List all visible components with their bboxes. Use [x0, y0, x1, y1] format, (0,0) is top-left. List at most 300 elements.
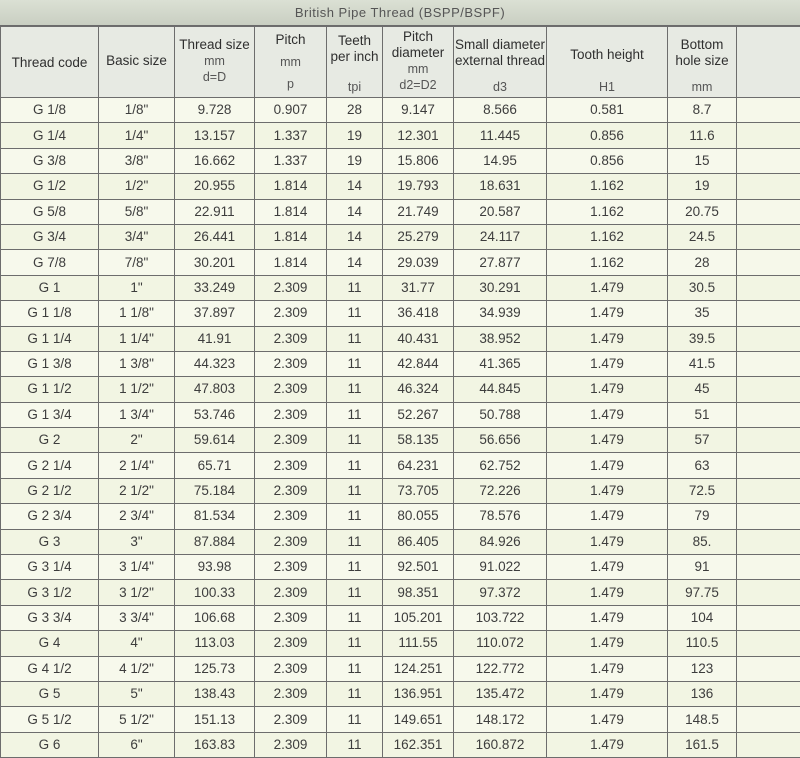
cell-basic-size: 3 3/4": [99, 605, 175, 630]
cell-thread-code: G 5/8: [1, 199, 99, 224]
cell-basic-size: 5 1/2": [99, 707, 175, 732]
cell-thread-size: 33.249: [175, 275, 255, 300]
cell-basic-size: 5/8": [99, 199, 175, 224]
header-pitch: [255, 27, 327, 98]
cell-pitch-diameter: 42.844: [383, 351, 454, 376]
table-row: [1, 656, 800, 681]
cell-empty: [737, 681, 800, 706]
cell-thread-size: 16.662: [175, 148, 255, 173]
table-row: [1, 453, 800, 478]
header-basic-size: [99, 27, 175, 98]
cell-thread-size: 75.184: [175, 478, 255, 503]
table-row: [1, 224, 800, 249]
header-symbol: d=D: [175, 69, 254, 85]
cell-bottom-hole-size: 19: [668, 174, 737, 199]
cell-empty: [737, 98, 800, 123]
cell-pitch-diameter: 92.501: [383, 555, 454, 580]
header-label: Thread size: [175, 37, 254, 53]
cell-small-diameter: 8.566: [454, 98, 547, 123]
cell-small-diameter: 97.372: [454, 580, 547, 605]
cell-tooth-height: 1.479: [547, 428, 668, 453]
header-label: Small diameter: [454, 37, 546, 53]
cell-bottom-hole-size: 8.7: [668, 98, 737, 123]
header-thread-code: [1, 27, 99, 98]
cell-small-diameter: 62.752: [454, 453, 547, 478]
cell-empty: [737, 377, 800, 402]
cell-bottom-hole-size: 45: [668, 377, 737, 402]
cell-thread-code: G 3/4: [1, 224, 99, 249]
header-label: Tooth height: [547, 47, 667, 63]
cell-bottom-hole-size: 79: [668, 504, 737, 529]
header-label: Teeth: [327, 33, 382, 49]
cell-tooth-height: 1.479: [547, 555, 668, 580]
cell-tooth-height: 1.162: [547, 199, 668, 224]
cell-bottom-hole-size: 97.75: [668, 580, 737, 605]
cell-pitch-diameter: 98.351: [383, 580, 454, 605]
table-row: [1, 174, 800, 199]
header-label-line2: per inch: [327, 49, 382, 65]
cell-tpi: 11: [327, 301, 383, 326]
cell-pitch: 2.309: [255, 580, 327, 605]
cell-thread-code: G 4 1/2: [1, 656, 99, 681]
cell-pitch-diameter: 40.431: [383, 326, 454, 351]
cell-basic-size: 1/4": [99, 123, 175, 148]
cell-bottom-hole-size: 39.5: [668, 326, 737, 351]
cell-pitch: 2.309: [255, 605, 327, 630]
cell-thread-code: G 1/2: [1, 174, 99, 199]
cell-tooth-height: 1.479: [547, 402, 668, 427]
cell-pitch-diameter: 19.793: [383, 174, 454, 199]
cell-empty: [737, 631, 800, 656]
table-row: [1, 377, 800, 402]
cell-empty: [737, 656, 800, 681]
cell-small-diameter: 148.172: [454, 707, 547, 732]
cell-small-diameter: 50.788: [454, 402, 547, 427]
cell-basic-size: 1/2": [99, 174, 175, 199]
cell-basic-size: 1 3/4": [99, 402, 175, 427]
table-row: [1, 555, 800, 580]
header-symbol: H1: [547, 79, 667, 95]
cell-tooth-height: 1.479: [547, 453, 668, 478]
cell-basic-size: 2 3/4": [99, 504, 175, 529]
cell-thread-size: 44.323: [175, 351, 255, 376]
cell-basic-size: 3 1/4": [99, 555, 175, 580]
cell-thread-size: 59.614: [175, 428, 255, 453]
header-bottom-hole-size: [668, 27, 737, 98]
cell-pitch: 1.814: [255, 174, 327, 199]
table-row: [1, 351, 800, 376]
cell-basic-size: 2 1/2": [99, 478, 175, 503]
header-symbol: p: [255, 76, 326, 92]
cell-basic-size: 2 1/4": [99, 453, 175, 478]
cell-pitch: 2.309: [255, 377, 327, 402]
cell-thread-size: 26.441: [175, 224, 255, 249]
table-row: [1, 631, 800, 656]
table-body: [1, 98, 800, 758]
cell-pitch-diameter: 124.251: [383, 656, 454, 681]
cell-tpi: 11: [327, 707, 383, 732]
cell-basic-size: 3/8": [99, 148, 175, 173]
cell-thread-code: G 3 3/4: [1, 605, 99, 630]
cell-tpi: 28: [327, 98, 383, 123]
cell-basic-size: 2": [99, 428, 175, 453]
table-row: [1, 529, 800, 554]
header-unit: mm: [383, 61, 453, 77]
cell-thread-code: G 6: [1, 732, 99, 757]
cell-pitch: 2.309: [255, 555, 327, 580]
cell-pitch: 2.309: [255, 275, 327, 300]
cell-basic-size: 5": [99, 681, 175, 706]
table-row: [1, 326, 800, 351]
cell-pitch: 2.309: [255, 529, 327, 554]
cell-thread-code: G 1 1/2: [1, 377, 99, 402]
cell-pitch: 2.309: [255, 707, 327, 732]
cell-pitch: 1.814: [255, 224, 327, 249]
cell-tpi: 11: [327, 580, 383, 605]
cell-small-diameter: 160.872: [454, 732, 547, 757]
cell-thread-code: G 2 1/2: [1, 478, 99, 503]
bspp-thread-table: [0, 26, 800, 758]
header-symbol: d2=D2: [383, 77, 453, 93]
table-row: [1, 199, 800, 224]
cell-thread-size: 65.71: [175, 453, 255, 478]
cell-tooth-height: 0.581: [547, 98, 668, 123]
cell-thread-size: 41.91: [175, 326, 255, 351]
cell-empty: [737, 504, 800, 529]
cell-small-diameter: 110.072: [454, 631, 547, 656]
header-unit: mm: [668, 79, 736, 95]
cell-tpi: 19: [327, 148, 383, 173]
cell-tpi: 19: [327, 123, 383, 148]
cell-thread-code: G 1 3/8: [1, 351, 99, 376]
cell-empty: [737, 732, 800, 757]
cell-thread-size: 113.03: [175, 631, 255, 656]
cell-small-diameter: 14.95: [454, 148, 547, 173]
cell-thread-size: 93.98: [175, 555, 255, 580]
cell-thread-code: G 1 3/4: [1, 402, 99, 427]
cell-tpi: 11: [327, 656, 383, 681]
cell-tpi: 11: [327, 631, 383, 656]
cell-pitch-diameter: 80.055: [383, 504, 454, 529]
cell-thread-code: G 1: [1, 275, 99, 300]
cell-thread-size: 30.201: [175, 250, 255, 275]
cell-tooth-height: 1.479: [547, 326, 668, 351]
cell-empty: [737, 580, 800, 605]
cell-thread-size: 20.955: [175, 174, 255, 199]
cell-pitch: 2.309: [255, 326, 327, 351]
header-teeth-per-inch: [327, 27, 383, 98]
cell-empty: [737, 351, 800, 376]
cell-tooth-height: 1.479: [547, 732, 668, 757]
table-row: [1, 478, 800, 503]
cell-tpi: 11: [327, 732, 383, 757]
cell-small-diameter: 18.631: [454, 174, 547, 199]
cell-thread-code: G 3 1/2: [1, 580, 99, 605]
header-thread-size: [175, 27, 255, 98]
cell-pitch: 2.309: [255, 351, 327, 376]
cell-tooth-height: 1.479: [547, 377, 668, 402]
cell-pitch-diameter: 31.77: [383, 275, 454, 300]
cell-empty: [737, 326, 800, 351]
cell-pitch-diameter: 58.135: [383, 428, 454, 453]
cell-basic-size: 1/8": [99, 98, 175, 123]
cell-tpi: 14: [327, 174, 383, 199]
cell-tpi: 11: [327, 326, 383, 351]
cell-thread-size: 106.68: [175, 605, 255, 630]
table-row: [1, 428, 800, 453]
table-row: [1, 123, 800, 148]
header-symbol: d3: [454, 79, 546, 95]
cell-empty: [737, 402, 800, 427]
cell-thread-size: 138.43: [175, 681, 255, 706]
cell-empty: [737, 453, 800, 478]
cell-pitch: 2.309: [255, 656, 327, 681]
cell-small-diameter: 135.472: [454, 681, 547, 706]
cell-thread-size: 13.157: [175, 123, 255, 148]
cell-pitch-diameter: 12.301: [383, 123, 454, 148]
cell-small-diameter: 34.939: [454, 301, 547, 326]
cell-small-diameter: 11.445: [454, 123, 547, 148]
cell-thread-code: G 3: [1, 529, 99, 554]
cell-thread-code: G 1/8: [1, 98, 99, 123]
cell-pitch-diameter: 21.749: [383, 199, 454, 224]
cell-empty: [737, 707, 800, 732]
cell-empty: [737, 555, 800, 580]
cell-tooth-height: 1.479: [547, 529, 668, 554]
cell-tooth-height: 1.479: [547, 351, 668, 376]
cell-thread-code: G 4: [1, 631, 99, 656]
cell-small-diameter: 38.952: [454, 326, 547, 351]
cell-small-diameter: 78.576: [454, 504, 547, 529]
cell-basic-size: 3/4": [99, 224, 175, 249]
header-unit: mm: [175, 53, 254, 69]
cell-basic-size: 1": [99, 275, 175, 300]
table-row: [1, 301, 800, 326]
cell-basic-size: 1 3/8": [99, 351, 175, 376]
cell-pitch: 2.309: [255, 301, 327, 326]
table-row: [1, 605, 800, 630]
cell-pitch-diameter: 46.324: [383, 377, 454, 402]
cell-small-diameter: 41.365: [454, 351, 547, 376]
cell-empty: [737, 199, 800, 224]
cell-tooth-height: 1.479: [547, 478, 668, 503]
table-row: [1, 275, 800, 300]
cell-basic-size: 4 1/2": [99, 656, 175, 681]
cell-small-diameter: 91.022: [454, 555, 547, 580]
cell-bottom-hole-size: 41.5: [668, 351, 737, 376]
cell-pitch-diameter: 25.279: [383, 224, 454, 249]
cell-bottom-hole-size: 15: [668, 148, 737, 173]
table-row: [1, 148, 800, 173]
cell-tpi: 11: [327, 377, 383, 402]
cell-tpi: 11: [327, 351, 383, 376]
cell-empty: [737, 275, 800, 300]
header-pitch-diameter: [383, 27, 454, 98]
cell-pitch-diameter: 149.651: [383, 707, 454, 732]
cell-tpi: 11: [327, 453, 383, 478]
cell-tooth-height: 1.479: [547, 504, 668, 529]
cell-pitch: 0.907: [255, 98, 327, 123]
cell-thread-size: 100.33: [175, 580, 255, 605]
cell-tooth-height: 1.479: [547, 656, 668, 681]
cell-tpi: 11: [327, 428, 383, 453]
cell-bottom-hole-size: 104: [668, 605, 737, 630]
header-tooth-height: [547, 27, 668, 98]
cell-empty: [737, 123, 800, 148]
cell-pitch-diameter: 105.201: [383, 605, 454, 630]
header-label: Basic size: [99, 53, 174, 69]
cell-thread-code: G 2 1/4: [1, 453, 99, 478]
cell-bottom-hole-size: 72.5: [668, 478, 737, 503]
cell-bottom-hole-size: 24.5: [668, 224, 737, 249]
cell-tpi: 11: [327, 504, 383, 529]
cell-small-diameter: 56.656: [454, 428, 547, 453]
cell-tpi: 11: [327, 681, 383, 706]
cell-thread-size: 87.884: [175, 529, 255, 554]
cell-bottom-hole-size: 30.5: [668, 275, 737, 300]
cell-thread-code: G 3 1/4: [1, 555, 99, 580]
header-empty-cell: [737, 27, 800, 98]
cell-basic-size: 6": [99, 732, 175, 757]
cell-pitch: 2.309: [255, 681, 327, 706]
table-row: [1, 732, 800, 757]
cell-basic-size: 1 1/8": [99, 301, 175, 326]
cell-tooth-height: 1.479: [547, 301, 668, 326]
cell-thread-code: G 5 1/2: [1, 707, 99, 732]
cell-empty: [737, 301, 800, 326]
cell-small-diameter: 30.291: [454, 275, 547, 300]
header-label: Bottom: [668, 37, 736, 53]
table-row: [1, 707, 800, 732]
cell-basic-size: 3 1/2": [99, 580, 175, 605]
cell-pitch: 2.309: [255, 504, 327, 529]
cell-bottom-hole-size: 35: [668, 301, 737, 326]
cell-tpi: 14: [327, 250, 383, 275]
cell-pitch: 1.337: [255, 123, 327, 148]
cell-tooth-height: 0.856: [547, 123, 668, 148]
cell-thread-code: G 5: [1, 681, 99, 706]
cell-small-diameter: 20.587: [454, 199, 547, 224]
cell-empty: [737, 428, 800, 453]
table-row: [1, 98, 800, 123]
cell-bottom-hole-size: 110.5: [668, 631, 737, 656]
cell-empty: [737, 148, 800, 173]
cell-thread-size: 163.83: [175, 732, 255, 757]
header-row: [1, 27, 800, 98]
cell-pitch: 2.309: [255, 732, 327, 757]
header-small-diameter: [454, 27, 547, 98]
cell-thread-size: 125.73: [175, 656, 255, 681]
cell-bottom-hole-size: 28: [668, 250, 737, 275]
cell-bottom-hole-size: 57: [668, 428, 737, 453]
cell-bottom-hole-size: 91: [668, 555, 737, 580]
header-symbol: tpi: [327, 79, 382, 95]
cell-pitch-diameter: 64.231: [383, 453, 454, 478]
header-unit: mm: [255, 54, 326, 70]
cell-tooth-height: 1.162: [547, 174, 668, 199]
cell-small-diameter: 122.772: [454, 656, 547, 681]
cell-bottom-hole-size: 136: [668, 681, 737, 706]
cell-small-diameter: 24.117: [454, 224, 547, 249]
cell-pitch: 2.309: [255, 428, 327, 453]
cell-small-diameter: 27.877: [454, 250, 547, 275]
cell-basic-size: 7/8": [99, 250, 175, 275]
cell-bottom-hole-size: 11.6: [668, 123, 737, 148]
cell-tpi: 11: [327, 605, 383, 630]
table-row: [1, 681, 800, 706]
header-label-line2: external thread: [454, 53, 546, 69]
table-row: [1, 504, 800, 529]
cell-tpi: 14: [327, 224, 383, 249]
cell-thread-size: 151.13: [175, 707, 255, 732]
cell-tpi: 11: [327, 275, 383, 300]
cell-pitch-diameter: 162.351: [383, 732, 454, 757]
cell-pitch: 1.814: [255, 250, 327, 275]
cell-thread-code: G 2: [1, 428, 99, 453]
cell-bottom-hole-size: 123: [668, 656, 737, 681]
cell-pitch-diameter: 111.55: [383, 631, 454, 656]
cell-tooth-height: 1.479: [547, 275, 668, 300]
cell-pitch-diameter: 86.405: [383, 529, 454, 554]
cell-tooth-height: 0.856: [547, 148, 668, 173]
header-label: Pitch: [255, 32, 326, 48]
cell-pitch: 1.337: [255, 148, 327, 173]
cell-bottom-hole-size: 20.75: [668, 199, 737, 224]
cell-small-diameter: 84.926: [454, 529, 547, 554]
cell-tooth-height: 1.162: [547, 250, 668, 275]
cell-bottom-hole-size: 161.5: [668, 732, 737, 757]
cell-basic-size: 1 1/2": [99, 377, 175, 402]
cell-pitch-diameter: 73.705: [383, 478, 454, 503]
cell-tooth-height: 1.479: [547, 631, 668, 656]
cell-empty: [737, 224, 800, 249]
cell-tpi: 11: [327, 529, 383, 554]
header-label-line2: diameter: [383, 45, 453, 61]
cell-thread-code: G 1/4: [1, 123, 99, 148]
header-label: Thread code: [1, 55, 98, 71]
cell-pitch-diameter: 15.806: [383, 148, 454, 173]
cell-thread-code: G 3/8: [1, 148, 99, 173]
cell-thread-code: G 1 1/8: [1, 301, 99, 326]
cell-thread-code: G 7/8: [1, 250, 99, 275]
cell-small-diameter: 72.226: [454, 478, 547, 503]
cell-pitch-diameter: 9.147: [383, 98, 454, 123]
cell-empty: [737, 605, 800, 630]
cell-small-diameter: 44.845: [454, 377, 547, 402]
cell-pitch: 2.309: [255, 453, 327, 478]
cell-thread-code: G 2 3/4: [1, 504, 99, 529]
cell-bottom-hole-size: 148.5: [668, 707, 737, 732]
cell-empty: [737, 529, 800, 554]
table-row: [1, 402, 800, 427]
cell-thread-size: 53.746: [175, 402, 255, 427]
cell-tooth-height: 1.479: [547, 707, 668, 732]
cell-pitch-diameter: 36.418: [383, 301, 454, 326]
cell-bottom-hole-size: 63: [668, 453, 737, 478]
cell-thread-size: 22.911: [175, 199, 255, 224]
cell-tpi: 14: [327, 199, 383, 224]
cell-thread-size: 47.803: [175, 377, 255, 402]
cell-thread-size: 37.897: [175, 301, 255, 326]
header-label: Pitch: [383, 29, 453, 45]
cell-bottom-hole-size: 51: [668, 402, 737, 427]
table-title: British Pipe Thread (BSPP/BSPF): [0, 0, 800, 26]
cell-empty: [737, 174, 800, 199]
cell-pitch: 2.309: [255, 631, 327, 656]
cell-tooth-height: 1.479: [547, 681, 668, 706]
cell-pitch: 1.814: [255, 199, 327, 224]
cell-tooth-height: 1.479: [547, 580, 668, 605]
